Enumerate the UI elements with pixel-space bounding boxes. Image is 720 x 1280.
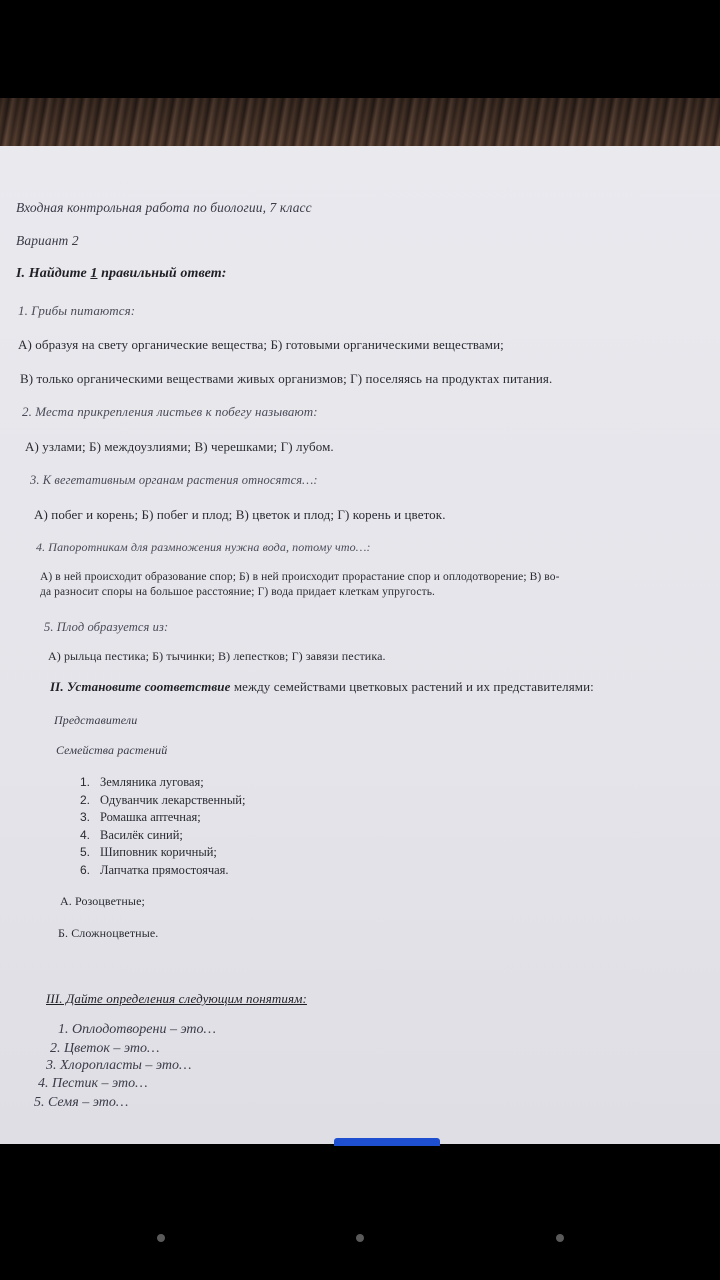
section2-heading-bold: II. Установите соответствие <box>50 679 231 694</box>
section1-heading <box>16 266 227 282</box>
definition-item-3: 3. Хлоропласты – это… <box>46 1058 192 1073</box>
question-4-answers-line1: А) в ней происходит образование спор; Б) в ней происходит прорастание спор и оплодотворение; В) во- <box>40 571 560 583</box>
family-b: Б. Сложноцветные. <box>58 926 159 940</box>
list-item: 2. Одуванчик лекарственный; <box>80 792 246 807</box>
section2-heading-rest: между семействами цветковых растений и их представителями: <box>230 679 594 694</box>
plant-name: Ромашка аптечная; <box>100 810 201 824</box>
question-1-answers-line2: В) только органическими веществами живых организмов; Г) поселяясь на продуктах питания. <box>20 371 553 386</box>
list-item: 6. Лапчатка прямостоячая. <box>80 862 229 877</box>
list-item: 4. Василёк синий; <box>80 827 183 842</box>
question-2-answers: А) узлами; Б) междоузлиями; В) черешками; Г) лубом. <box>25 439 334 454</box>
list-item: 5. Шиповник коричный; <box>80 845 217 859</box>
nav-back-icon[interactable] <box>157 1234 165 1242</box>
question-3-answers: А) побег и корень; Б) побег и плод; В) цветок и плод; Г) корень и цветок. <box>34 507 446 522</box>
question-4: 4. Папоротникам для размножения нужна вода, потому что…: <box>36 540 371 554</box>
nav-recent-icon[interactable] <box>556 1234 564 1242</box>
definition-item-4: 4. Пестик – это… <box>38 1076 148 1091</box>
question-1: 1. Грибы питаются: <box>18 303 136 318</box>
question-3: 3. К вегетативным органам растения относятся…: <box>30 473 318 487</box>
question-4-answers-line2: да разносит споры на большое расстояние; Г) вода придает клеткам упругость. <box>40 586 436 598</box>
bottom-tab-indicator <box>334 1138 440 1146</box>
plant-name: Лапчатка прямостоячая. <box>100 862 229 877</box>
section1-heading-post: правильный ответ: <box>97 266 227 281</box>
plant-name: Василёк синий; <box>100 827 183 842</box>
plant-name: Одуванчик лекарственный; <box>100 792 246 807</box>
question-5-answers: А) рыльца пестика; Б) тычинки; В) лепестков; Г) завязи пестика. <box>48 649 386 663</box>
section3-heading: III. Дайте определения следующим понятиям: <box>46 991 307 1006</box>
variant-label: Вариант 2 <box>16 233 79 248</box>
section1-heading-pre: I. Найдите <box>16 266 91 281</box>
background-hair <box>0 98 720 148</box>
plant-list <box>80 775 245 880</box>
section2-heading <box>50 679 594 695</box>
plant-name: Земляника луговая; <box>100 775 204 789</box>
list-item: 1. Земляника луговая; <box>80 775 204 789</box>
doc-title: Входная контрольная работа по биологии, 7 класс <box>16 200 312 215</box>
nav-home-icon[interactable] <box>356 1234 364 1242</box>
question-2: 2. Места прикрепления листьев к побегу называют: <box>22 404 318 419</box>
definition-item-2: 2. Цветок – это… <box>50 1041 160 1056</box>
family-a: А. Розоцветные; <box>60 894 145 908</box>
definition-item-5: 5. Семя – это… <box>34 1095 129 1110</box>
plant-name: Шиповник коричный; <box>100 845 217 859</box>
representatives-label: Представители <box>54 713 138 727</box>
question-1-answers-line1: А) образуя на свету органические вещества; Б) готовыми органическими веществами; <box>18 337 504 352</box>
families-label: Семейства растений <box>56 743 168 757</box>
list-item: 3. Ромашка аптечная; <box>80 810 201 824</box>
section1-heading-num: 1 <box>90 266 98 281</box>
definition-item-1: 1. Оплодотворени – это… <box>58 1022 216 1037</box>
question-5: 5. Плод образуется из: <box>44 620 169 634</box>
